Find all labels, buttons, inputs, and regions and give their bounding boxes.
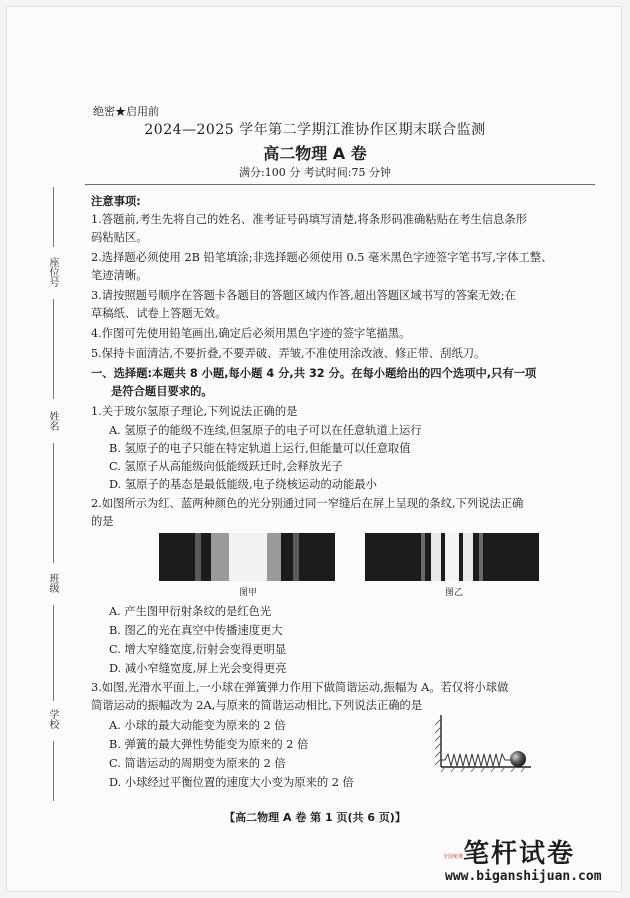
section-heading-cont: 是符合题目要求的。 xyxy=(111,385,213,398)
q3-stem-cont: 简谐运动的振幅改为 2A,与原来的简谐运动相比,下列说法正确的是 xyxy=(91,699,423,712)
q3-option-b: B. 弹簧的最大弹性势能变为原来的 2 倍 xyxy=(109,738,309,751)
notice-line: 3.请按照题号顺序在答题卡各题目的答题区域内作答,超出答题区域书写的答案无效;在 xyxy=(91,289,516,302)
subject-title: 高二物理 A 卷 xyxy=(263,144,367,163)
q3-option-a: A. 小球的最大动能变为原来的 2 倍 xyxy=(109,719,286,732)
score-time-line: 满分:100 分 考试时间:75 分钟 xyxy=(239,166,391,179)
watermark-url: www.biganshijuan.com xyxy=(445,869,602,884)
q2-stem: 2.如图所示为红、蓝两种颜色的光分别通过同一窄缝后在屏上呈现的条纹,下列说法正确 xyxy=(91,497,524,510)
watermark-badge: 全国免费 xyxy=(443,854,464,860)
q2-option-b: B. 图乙的光在真空中传播速度更大 xyxy=(109,624,283,637)
seat-label: 座位号 xyxy=(47,257,58,287)
class-label: 班级 xyxy=(47,573,58,593)
q1-option-c: C. 氢原子从高能级向低能级跃迁时,会释放光子 xyxy=(109,460,343,473)
page-footer: 【高二物理 A 卷 第 1 页(共 6 页)】 xyxy=(224,811,406,824)
name-line-top xyxy=(53,299,54,399)
q1-option-a: A. 氢原子的能级不连续,但氢原子的电子可以在任意轨道上运行 xyxy=(109,424,422,437)
class-line-top xyxy=(53,443,54,563)
diffraction-figure-a xyxy=(159,533,335,581)
spring-oscillator-diagram xyxy=(431,709,535,773)
q3-option-d: D. 小球经过平衡位置的速度大小变为原来的 2 倍 xyxy=(109,776,354,789)
name-label: 姓名 xyxy=(47,411,58,431)
notice-heading: 注意事项: xyxy=(91,195,141,208)
notice-line: 码粘贴区。 xyxy=(91,231,148,244)
exam-title: 2024—2025 学年第二学期江淮协作区期末联合监测 xyxy=(144,122,486,138)
school-label: 学校 xyxy=(47,709,58,729)
q1-option-d: D. 氢原子的基态是最低能级,电子绕核运动的动能最小 xyxy=(109,478,377,491)
fig-a-caption: 图甲 xyxy=(239,588,258,598)
school-line-top xyxy=(53,605,54,701)
q1-stem: 1.关于玻尔氢原子理论,下列说法正确的是 xyxy=(91,405,298,418)
notice-line: 草稿纸、试卷上答题无效。 xyxy=(91,307,227,320)
q3-option-c: C. 简谐运动的周期变为原来的 2 倍 xyxy=(109,757,286,770)
q2-option-d: D. 减小窄缝宽度,屏上光会变得更亮 xyxy=(109,662,287,675)
notice-line: 2.选择题必须使用 2B 铅笔填涂;非选择题必须使用 0.5 毫米黑色字迹签字笔书写,字体工整、 xyxy=(91,251,553,264)
secret-mark: 绝密★启用前 xyxy=(93,105,159,118)
q2-stem-cont: 的是 xyxy=(91,515,114,528)
q2-option-a: A. 产生图甲衍射条纹的是红色光 xyxy=(109,605,272,618)
notice-line: 4.作图可先使用铅笔画出,确定后必须用黑色字迹的签字笔描黑。 xyxy=(91,327,411,340)
fig-b-caption: 图乙 xyxy=(445,588,464,598)
section-heading: 一、选择题:本题共 8 小题,每小题 4 分,共 32 分。在每小题给出的四个选项中,只有一项 xyxy=(91,367,537,380)
watermark-brand: 笔杆试卷 xyxy=(463,839,576,869)
school-line-bottom xyxy=(53,741,54,801)
diffraction-figure-b xyxy=(365,533,539,581)
notice-line: 5.保持卡面清洁,不要折叠,不要弄破、弄皱,不准使用涂改液、修正带、刮纸刀。 xyxy=(91,347,486,360)
notice-line: 1.答题前,考生先将自己的姓名、准考证号码填写清楚,将条形码准确粘贴在考生信息条形 xyxy=(91,213,527,226)
notice-line: 笔迹清晰。 xyxy=(91,269,148,282)
q3-stem: 3.如图,光滑水平面上,一小球在弹簧弹力作用下做简谐运动,振幅为 A。若仅将小球做 xyxy=(91,681,509,694)
seat-line xyxy=(53,187,54,247)
exam-page xyxy=(6,6,622,892)
q2-option-c: C. 增大窄缝宽度,衍射会变得更明显 xyxy=(109,643,287,656)
header-divider xyxy=(85,184,595,185)
q1-option-b: B. 氢原子的电子只能在特定轨道上运行,但能量可以任意取值 xyxy=(109,442,411,455)
